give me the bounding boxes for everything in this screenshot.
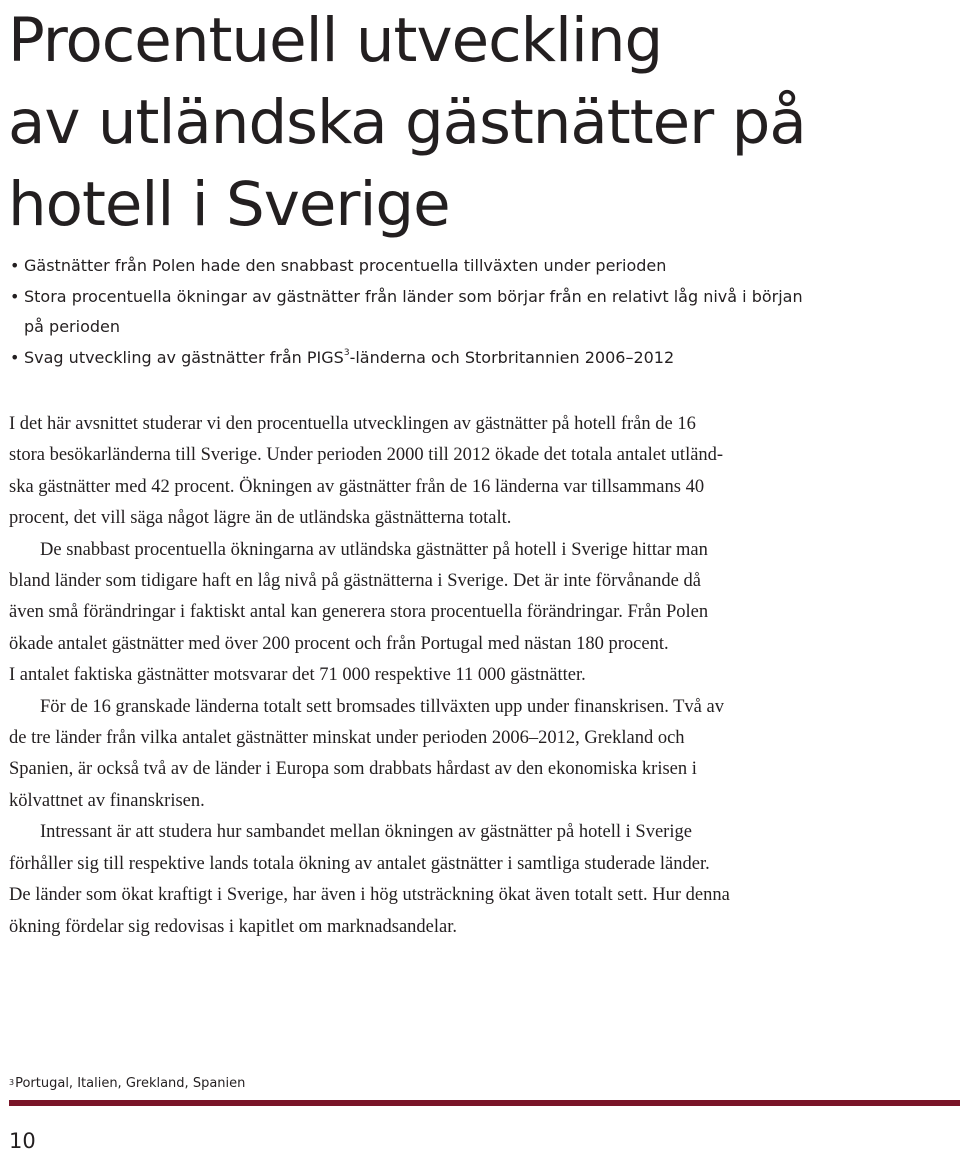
text-line: I antalet faktiska gästnätter motsvarar det 71 000 respektive 11 000 gästnätter. [9,665,586,686]
title-line: Procentuell utveckling [8,5,663,76]
footnote-reference[interactable]: 3 [343,347,350,358]
text-line: Spanien, är också två av de länder i Europa som drabbats hårdast av den ekonomiska krisen i [9,759,697,780]
bullet-dot: • [10,256,20,275]
paragraph [9,817,954,943]
paragraph [9,409,954,535]
bullet-dot: • [10,347,20,367]
paragraph [9,692,954,818]
bullet-item [10,282,940,343]
footer-divider [9,1100,960,1106]
text-line: procent, det vill säga något lägre än de utländska gästnätterna totalt. [9,508,512,529]
paragraph [9,535,954,692]
footnote [9,1075,245,1093]
text-line: Intressant är att studera hur sambandet mellan ökningen av gästnätter på hotell i Sverige [40,822,692,843]
text-line: För de 16 granskade länderna totalt sett bromsades tillväxten upp under finanskrisen. Två av [40,696,724,717]
bullet-text: Stora procentuella ökningar av gästnätter från länder som börjar från en relativt låg nivå i början [24,286,803,306]
bullet-text: Svag utveckling av gästnätter från PIGS [24,347,344,367]
title-line: av utländska gästnätter på [8,87,806,158]
bullet-item [10,343,940,374]
text-line: De snabbast procentuella ökningarna av utländska gästnätter på hotell i Sverige hittar man [40,539,708,560]
title-line: hotell i Sverige [8,169,450,240]
text-line: bland länder som tidigare haft en låg nivå på gästnätterna i Sverige. Det är inte förvånande då [9,571,701,592]
bullet-text: -länderna och Storbritannien 2006–2012 [349,347,675,367]
text-line: stora besökarländerna till Sverige. Under perioden 2000 till 2012 ökade det totala antalet utländ- [9,445,724,466]
bullet-item [10,251,940,282]
bullet-text-continuation: på perioden [24,317,120,336]
body-text [9,409,954,943]
text-line: de tre länder från vilka antalet gästnätter minskat under perioden 2006–2012, Grekland och [9,728,685,749]
text-line: även små förändringar i faktiskt antal kan generera stora procentuella förändringar. Från Polen [9,602,709,623]
summary-bullet-list [10,251,940,373]
text-line: kölvattnet av finanskrisen. [9,790,205,811]
text-line: De länder som ökat kraftigt i Sverige, har även i hög utsträckning ökat även totalt sett. Hur denna [9,885,730,906]
footnote-marker: 3 [9,1078,15,1087]
page-number: 10 [9,1129,36,1153]
text-line: förhåller sig till respektive lands totala ökning av antalet gästnätter i samtliga studerade länder. [9,853,710,874]
bullet-text: Gästnätter från Polen hade den snabbast procentuella tillväxten under perioden [24,256,667,275]
text-line: ökade antalet gästnätter med över 200 procent och från Portugal med nästan 180 procent. [9,633,669,654]
page-title [8,0,948,246]
bullet-dot: • [10,286,20,306]
text-line: ökning fördelar sig redovisas i kapitlet om marknadsandelar. [9,916,457,937]
text-line: I det här avsnittet studerar vi den procentuella utvecklingen av gästnätter på hotell från de 16 [9,414,696,434]
text-line: ska gästnätter med 42 procent. Ökningen av gästnätter från de 16 länderna var tillsammans 40 [9,476,705,497]
footnote-text: Portugal, Italien, Grekland, Spanien [15,1076,246,1091]
